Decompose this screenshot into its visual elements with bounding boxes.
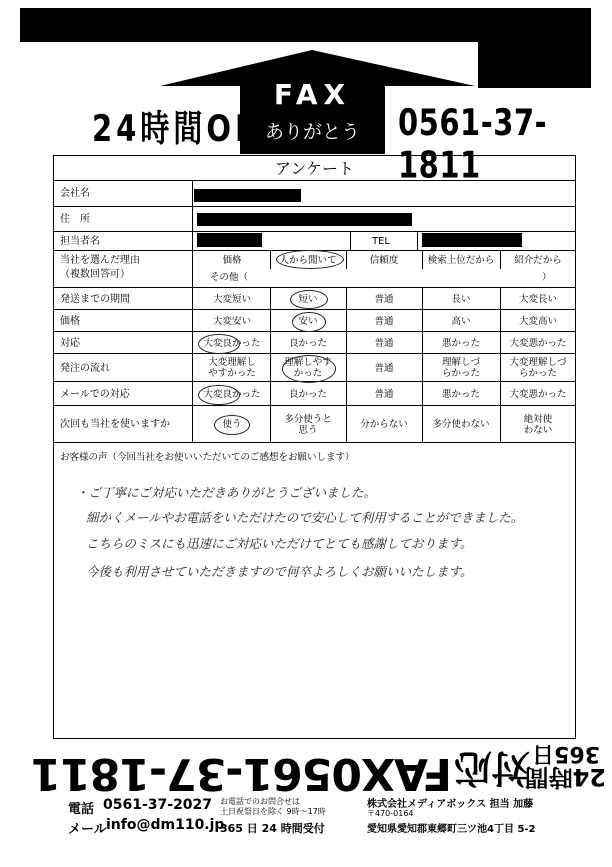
postal-code: 〒470-0164: [367, 809, 414, 818]
company-address: 愛知県愛知郡東郷町三ツ池4丁目 5-2: [367, 824, 536, 835]
rating-option[interactable]: 使う: [222, 419, 242, 430]
rating-option[interactable]: 多分使うと思う: [284, 413, 332, 436]
comment-line: こちらのミスにも迅速にご対応いただけてとても感謝しております。: [86, 536, 473, 551]
comment-line: ・ご丁寧にご対応いただきありがとうございました。: [76, 485, 377, 500]
reception-hours: 365 日 24 時間受付: [220, 822, 325, 835]
fax-label: FAX: [273, 78, 352, 111]
survey-title: アンケート: [54, 156, 575, 181]
rating-option[interactable]: 良かった: [288, 388, 327, 400]
rating-option[interactable]: 高い: [451, 315, 471, 327]
company-row: [54, 181, 575, 207]
redacted-tel: [422, 233, 522, 247]
row-label: メールでの対応: [60, 389, 130, 400]
footer-24h: 24時間: [524, 763, 606, 791]
reason-row: [54, 251, 575, 288]
survey-form: [53, 155, 576, 739]
address-label: 住 所: [60, 214, 90, 225]
checked-circle: [290, 290, 328, 309]
row-label: 次回も当社を使いますか: [60, 419, 170, 430]
rating-option[interactable]: 大変良かった: [203, 337, 261, 349]
rating-option[interactable]: 大変安い: [212, 315, 251, 327]
tel-label: TEL: [372, 236, 390, 247]
option-divider: [422, 288, 423, 443]
redacted-company: [194, 189, 301, 202]
contact-label: 担当者名: [60, 236, 100, 247]
mail-label: メール: [68, 822, 107, 837]
tel-label: 電話: [68, 802, 95, 817]
checked-circle: [292, 312, 326, 332]
rating-row: [54, 406, 575, 443]
company-label: 会社名: [60, 188, 90, 199]
footer-banner: [31, 741, 606, 803]
redacted-contact: [197, 233, 262, 247]
option-divider: [500, 288, 501, 443]
reason-option[interactable]: 紹介だから: [514, 254, 562, 266]
rating-option[interactable]: 大変悪かった: [509, 337, 567, 349]
rating-option[interactable]: 普通: [374, 293, 394, 305]
rating-option[interactable]: 大変理解しづらかった: [509, 357, 567, 379]
option-divider: [346, 288, 347, 443]
header-fax-number: 0561-37-1811: [398, 101, 548, 186]
reason-option[interactable]: 価格: [222, 254, 242, 266]
rating-option[interactable]: 長い: [451, 293, 471, 305]
reason-sublabel: （複数回答可）: [60, 269, 130, 280]
customer-voice-label: お客様の声（今回当社をお使いいただいてのご感想をお願いします）: [60, 452, 355, 463]
rating-row: [54, 288, 575, 310]
tel-number[interactable]: 0561-37-2027: [103, 797, 213, 813]
checked-circle: [282, 355, 336, 383]
reason-option[interactable]: 信頼度: [369, 254, 399, 266]
row-label: 対応: [60, 338, 80, 349]
rating-option[interactable]: 理解しづらかった: [441, 357, 480, 379]
fax-badge: [240, 76, 385, 154]
address-row: [54, 207, 575, 232]
rating-option[interactable]: 大変良かった: [203, 388, 261, 400]
rating-row: [54, 354, 575, 382]
mail-address[interactable]: info@dm110.jp: [106, 817, 225, 833]
rating-option[interactable]: 絶対使わない: [523, 413, 553, 436]
rating-option[interactable]: 普通: [374, 362, 394, 374]
option-divider: [500, 251, 501, 269]
checked-circle: [276, 250, 344, 269]
row-label: 発注の流れ: [60, 363, 110, 374]
option-divider: [270, 288, 271, 443]
rating-row: [54, 382, 575, 406]
rating-option[interactable]: 良かった: [288, 337, 327, 349]
inquiry-hours-line2: 土日祝祭日を除く 9時〜17時: [220, 807, 326, 816]
fax-thanks: ありがとう: [264, 121, 360, 143]
footer-taiou: 対応: [453, 746, 530, 790]
reason-option[interactable]: 検索上位だから: [427, 254, 495, 266]
reason-option[interactable]: 人から聞いて: [279, 254, 337, 266]
rating-row: [54, 310, 575, 332]
rating-option[interactable]: 短い: [298, 293, 318, 305]
contact-row: [54, 232, 575, 251]
tel-divider: [350, 232, 351, 251]
rating-option[interactable]: 普通: [374, 315, 394, 327]
rating-option[interactable]: 大変短い: [212, 293, 251, 305]
tel-divider-2: [417, 232, 418, 251]
rating-option[interactable]: 悪かった: [441, 337, 480, 349]
rating-option[interactable]: 悪かった: [441, 388, 480, 400]
rating-option[interactable]: 普通: [374, 388, 394, 400]
rating-option[interactable]: 安い: [298, 315, 318, 327]
reason-other-close: ）: [542, 272, 552, 283]
row-label: 発送までの期間: [60, 294, 130, 305]
option-divider: [422, 251, 423, 269]
row-label: 価格: [60, 316, 80, 327]
reason-label: 当社を選んだ理由: [60, 255, 140, 266]
rating-option[interactable]: 理解しやすかった: [284, 357, 332, 379]
checked-circle: [198, 385, 240, 405]
checked-circle: [198, 334, 240, 354]
rating-option[interactable]: 大変悪かった: [509, 388, 567, 400]
redacted-address: [197, 213, 412, 226]
rating-option[interactable]: 大変長い: [518, 293, 557, 305]
redacted-header-bar: [20, 8, 591, 42]
hours-ok-text: 24時間OK: [92, 107, 262, 150]
footer-365: 365日: [532, 741, 600, 766]
inquiry-hours-line1: お電話でのお問合せは: [220, 797, 300, 806]
comment-line: 今後も利用させていただきますので何卒よろしくお願いいたします。: [86, 564, 473, 579]
comment-line: 細かくメールやお電話をいただけたので安心して利用することができました。: [86, 510, 524, 525]
option-divider: [346, 251, 347, 269]
rating-option[interactable]: 大変高い: [518, 315, 557, 327]
rating-option[interactable]: 多分使わない: [432, 419, 490, 430]
option-divider: [270, 251, 271, 269]
rating-row: [54, 332, 575, 354]
reason-other-label[interactable]: その他（: [210, 272, 249, 283]
checked-circle: [214, 415, 250, 435]
rating-option[interactable]: 分からない: [360, 419, 408, 430]
rating-option[interactable]: 普通: [374, 337, 394, 349]
footer-fax-number: FAX0561-37-1811: [31, 748, 452, 799]
rating-option[interactable]: 大変理解しやすかった: [208, 357, 256, 379]
company-name: 株式会社メディアボックス 担当 加藤: [367, 799, 534, 810]
redacted-header-block: [478, 40, 591, 88]
